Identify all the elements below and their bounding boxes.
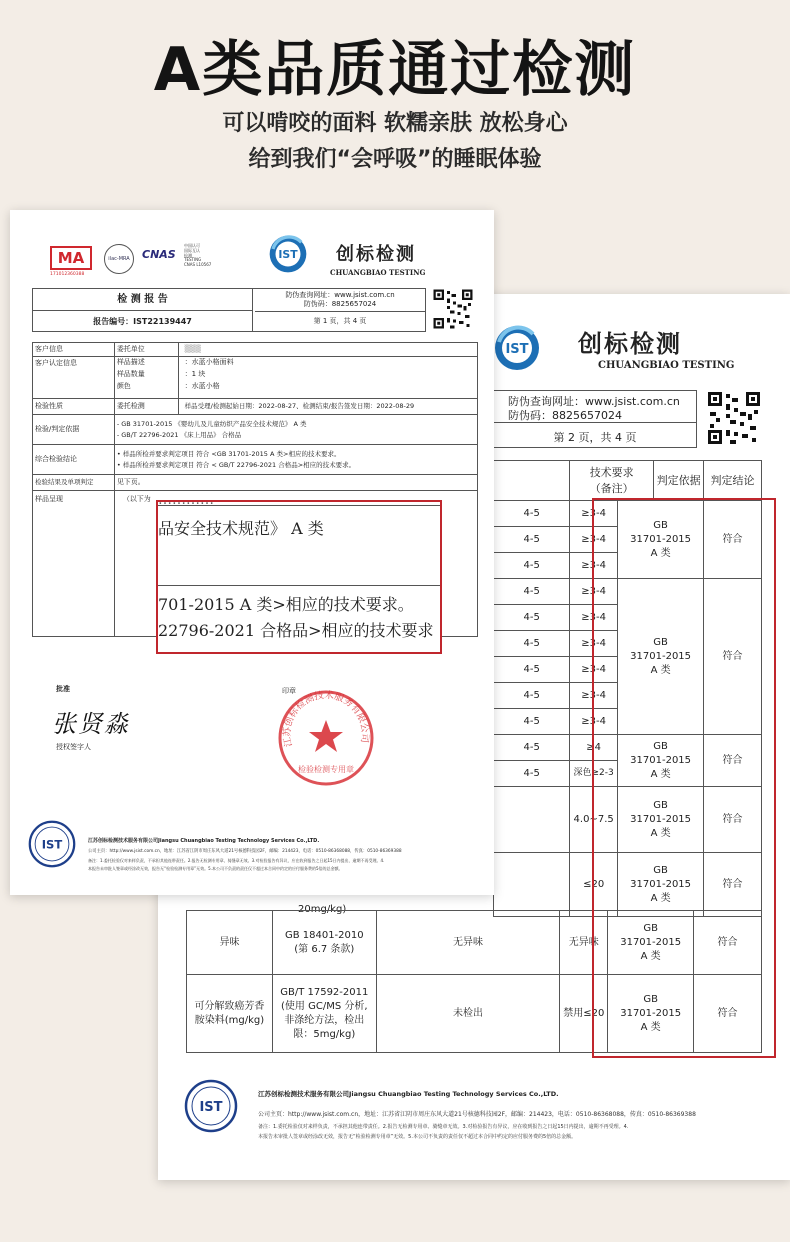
verdict-cell: 符合 (704, 853, 762, 917)
footer-note-1: 备注：1.委托检验仅对来样负责，不承担其他连带责任。2.报告无检测专用章、骑缝章无效。3.对检验报告有异议，应在收到报告之日起15日内提出，逾期不再受理。4. (88, 858, 385, 863)
verdict-cell: 符合 (704, 501, 762, 579)
cma-logo-icon: MA (50, 246, 92, 270)
requirement-value: ≥4 (570, 735, 618, 761)
footer-note-2: 本报告未审批人签章或经涂改无效，报告无“检验检测专用章”无效。5.本公司不负责的责任仅不超过本合同中约定的应付服务费的5倍的总金额。 (88, 866, 343, 871)
hero-subtitle-line-2: 给到我们“会呼吸”的睡眠体验 (248, 147, 542, 172)
verify-code: 防伪码：8825657024 (508, 409, 622, 423)
report-header-box (32, 288, 426, 332)
cma-number: 171012360388 (50, 272, 85, 277)
result-value: 4-5 (494, 657, 570, 683)
column-header-requirement: 技术要求 （备注） (570, 461, 654, 501)
hero-subtitle-line-1: 可以啃咬的面料 软糯亲肤 放松身心 (222, 111, 568, 136)
result-value: 见下页。 (114, 475, 477, 491)
result-value: 4-5 (494, 501, 570, 527)
zoom-line-1: 品安全技术规范》 A 类 (158, 519, 324, 538)
requirement-value: 无异味 (560, 911, 608, 975)
column-header-verdict: 判定结论 (704, 461, 762, 501)
requirement-value: ≥3-4 (570, 579, 618, 605)
item-name: 异味 (187, 911, 273, 975)
requirement-value: ≥3-4 (570, 631, 618, 657)
zoom-callout (156, 500, 442, 654)
approve-label: 批准 (56, 685, 70, 693)
basis-cell: GB 31701-2015 A 类 (608, 975, 694, 1053)
basis-label: 检验/判定依据 (33, 415, 115, 445)
ist-stamp-icon (28, 820, 76, 868)
result-value: 4-5 (494, 605, 570, 631)
footer-note-1: 备注：1.委托检验仅对来样负责，不承担其他连带责任。2.报告无检测专用章、骑缝章无效。3.对检验报告有异议，应在收到报告之日起15日内提出，逾期不再受理。4. (258, 1124, 629, 1130)
result-value: 无异味 (376, 911, 560, 975)
requirement-value: ≥3-4 (570, 683, 618, 709)
client-value: ▒▒▒ (178, 343, 477, 357)
requirement-value: ≤20 (570, 853, 618, 917)
footer-address: 公司主页：http://www.jsist.com.cn，地址：江苏省江阴市周庄东风大道21号核德科技园2F，邮编：214423，电话：0510-86368088，传真：0510-86369388 (88, 849, 402, 854)
result-value: 4-5 (494, 683, 570, 709)
requirement-value: ≥3-4 (570, 553, 618, 579)
requirement-value: 深色≥2-3 (570, 761, 618, 787)
cnas-note: 中国认可 国际互认 检测 TESTING CNAS L10567 (184, 243, 212, 268)
nature-label: 检验性质 (33, 399, 115, 415)
seal-label: 印章 (282, 687, 296, 695)
result-value: 4-5 (494, 631, 570, 657)
column-header-basis: 判定依据 (654, 461, 704, 501)
footer-company: 江苏创标检测技术服务有限公司Jiangsu Chuangbiao Testing Technology Services Co.,LTD. (88, 838, 320, 844)
basis-line: - GB 31701-2015 《婴幼儿及儿童纺织产品安全技术规范》 A 类 (116, 420, 307, 429)
result-value: 4-5 (494, 553, 570, 579)
confirm-label: 客户认定信息 (33, 357, 115, 399)
page-number: 第 2 页，共 4 页 (553, 431, 637, 444)
result-value: 4-5 (494, 761, 570, 787)
sample-label: 样品呈现 (33, 491, 115, 637)
requirement-value: 4.0~7.5 (570, 787, 618, 853)
verdict-cell: 符合 (704, 579, 762, 735)
basis-cell: GB 31701-2015 A 类 (618, 853, 704, 917)
conclusion-line: • 样品所检并要求判定项目 符合 <GB 31701-2015 A 类>相应的技术要求。 (116, 450, 341, 459)
basis-cell: GB 31701-2015 A 类 (618, 787, 704, 853)
zoom-line-3: 22796-2021 合格品>相应的技术要求 (158, 621, 434, 640)
item-name: 可分解致癌芳香 胺染料(mg/kg) (187, 975, 273, 1053)
confirm-value: ：1 块 (184, 369, 206, 378)
result-value: 未检出 (376, 975, 560, 1053)
footer-address: 公司主页：http://www.jsist.com.cn，地址：江苏省江阴市周庄东风大道21号核德科技园2F，邮编：214423，电话：0510-86368088，传真：0510-86369388 (258, 1111, 696, 1118)
verify-box (493, 390, 697, 448)
report-title: 检 测 报 告 (33, 289, 253, 311)
qr-code-icon (706, 390, 762, 446)
result-value: 4-5 (494, 579, 570, 605)
requirement-value: ≥3-4 (570, 709, 618, 735)
verdict-cell: 符合 (694, 911, 762, 975)
requirement-value: ≥3-4 (570, 657, 618, 683)
test-method: GB/T 17592-2011 (使用 GC/MS 分析, 非涤纶方法，检出 限：5mg/kg) (272, 975, 376, 1053)
conclusion-line: • 样品所检并要求判定项目 符合 < GB/T 22796-2021 合格品>相应的技术要求。 (116, 460, 356, 469)
highlight-box (592, 498, 776, 1058)
footer-company: 江苏创标检测技术服务有限公司Jiangsu Chuangbiao Testing Technology Services Co.,LTD. (258, 1090, 559, 1098)
brand-name-cn: 创标检测 (578, 329, 682, 358)
brand-name-cn: 创标检测 (336, 244, 416, 265)
basis-cell: GB 31701-2015 A 类 (608, 911, 694, 975)
requirement-value: ≥3-4 (570, 527, 618, 553)
zoom-line-2: 701-2015 A 类>相应的技术要求。 (158, 595, 414, 614)
verdict-cell: 符合 (694, 975, 762, 1053)
official-seal-icon (276, 688, 376, 788)
test-method: GB 18401-2010 (第 6.7 条款) (272, 911, 376, 975)
report-page-1 (10, 210, 494, 895)
verdict-cell: 符合 (704, 735, 762, 787)
ist-logo-icon (493, 324, 541, 372)
result-value: 4-5 (494, 735, 570, 761)
verdict-cell: 符合 (704, 787, 762, 853)
svg-text:IST: IST (199, 1100, 223, 1115)
client-key: 委托单位 (114, 343, 178, 357)
svg-text:IST: IST (278, 248, 298, 262)
cnas-logo-icon: CNAS (142, 248, 176, 261)
requirement-value: ≥3-4 (570, 501, 618, 527)
basis-cell: GB 31701-2015 A 类 (618, 579, 704, 735)
result-value: 4-5 (494, 527, 570, 553)
client-label: 客户信息 (33, 343, 115, 357)
brand-name-en: CHUANGBIAO TESTING (598, 360, 735, 371)
svg-text:IST: IST (505, 342, 529, 357)
zoom-top-line (158, 500, 442, 506)
result-label: 检验结果及单项判定 (33, 475, 115, 491)
page-number: 第 1 页，共 4 页 (313, 317, 367, 325)
verify-url: 防伪查询网址：www.jsist.com.cn (285, 291, 395, 299)
result-value: 4-5 (494, 709, 570, 735)
confirm-value: ：水蓝小格面料 (184, 358, 234, 366)
basis-cell: GB 31701-2015 A 类 (618, 735, 704, 787)
qr-code-icon (432, 288, 474, 330)
confirm-key: 样品描述 (116, 358, 145, 366)
verify-url: 防伪查询网址：www.jsist.com.cn (508, 395, 680, 408)
confirm-key: 颜色 (116, 381, 131, 390)
basis-line: - GB/T 22796-2021 《床上用品》 合格品 (116, 430, 242, 439)
nature-value: 样品受理/检测起始日期：2022-08-27、检测结束/报告签发日期：2022-08-29 (178, 399, 477, 415)
ist-logo-icon (268, 234, 308, 274)
signer-title: 授权签字人 (56, 743, 91, 751)
requirement-value: ≥3-4 (570, 605, 618, 631)
formaldehyde-note: 20mg/kg) (298, 903, 347, 915)
basis-cell: GB 31701-2015 A 类 (618, 501, 704, 579)
brand-name-en: CHUANGBIAO TESTING (330, 268, 426, 277)
svg-text:检验检测专用章: 检验检测专用章 (298, 765, 354, 774)
ilac-logo-icon: ilac-MRA (104, 244, 134, 274)
verify-code: 防伪码：8825657024 (303, 300, 377, 309)
sample-value: （以下为 (114, 491, 477, 637)
footer-note-2: 本报告未审批人签章或经涂改无效，报告无“检验检测专用章”无效。5.本公司不负责的责任仅不超过本合同中约定的应付服务费的5倍的总金额。 (258, 1134, 577, 1140)
conclusion-label: 综合检验结论 (33, 445, 115, 475)
nature-key: 委托检测 (114, 399, 178, 415)
ist-stamp-icon (184, 1079, 238, 1133)
requirement-value: 禁用≤20 (560, 975, 608, 1053)
svg-text:IST: IST (41, 837, 63, 852)
signature: 张贤淼 (52, 710, 130, 738)
report-number: 报告编号：IST22139447 (33, 311, 253, 332)
hero-title: A类品质通过检测 (153, 35, 637, 105)
confirm-value: ：水蓝小格 (184, 381, 220, 390)
svg-text:江苏创标检测技术服务有限公司: 江苏创标检测技术服务有限公司 (281, 689, 371, 748)
confirm-key: 样品数量 (116, 369, 145, 378)
